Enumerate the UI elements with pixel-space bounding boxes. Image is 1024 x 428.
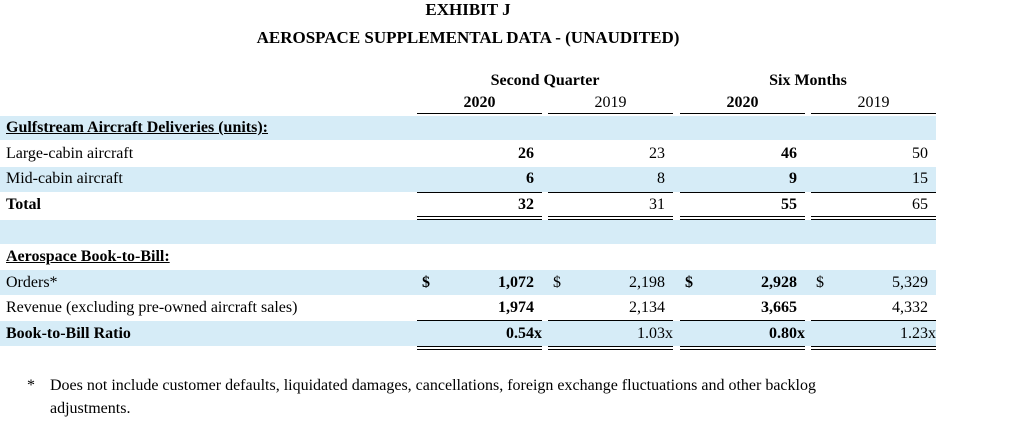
cell-value: 15 xyxy=(912,170,928,187)
cell-value: 3,665 xyxy=(761,299,797,316)
total-double-rule xyxy=(680,346,805,350)
row-label: Orders* xyxy=(6,274,58,291)
cell-value: 1.03x xyxy=(637,325,673,342)
currency-symbol: $ xyxy=(816,274,824,291)
cell-value: 9 xyxy=(789,170,797,187)
cell-value: 4,332 xyxy=(892,299,928,316)
footnote-marker: * xyxy=(27,377,35,394)
cell-value: 5,329 xyxy=(892,274,928,291)
header-rule xyxy=(811,113,936,114)
cell-value: 8 xyxy=(657,170,665,187)
subtotal-rule xyxy=(548,192,673,193)
total-double-rule xyxy=(417,346,542,350)
footnote-line-1: Does not include customer defaults, liquidated damages, cancellations, foreign exchange fluctuations and other backlog xyxy=(50,377,816,394)
subtotal-rule xyxy=(680,192,805,193)
cell-value: 2,134 xyxy=(629,299,665,316)
row-label: Revenue (excluding pre-owned aircraft sales) xyxy=(6,299,298,316)
col-year-q-2019: 2019 xyxy=(594,94,627,111)
cell-value: 6 xyxy=(526,170,534,187)
currency-symbol: $ xyxy=(553,274,561,291)
cell-value: 55 xyxy=(781,196,797,213)
cell-value: 2,198 xyxy=(629,274,665,291)
cell-value: 1.23x xyxy=(900,325,936,342)
cell-value: 26 xyxy=(518,145,534,162)
row-label-total: Total xyxy=(6,196,41,213)
col-group-second-quarter: Second Quarter xyxy=(490,72,600,89)
currency-symbol: $ xyxy=(685,274,693,291)
row-label-ratio: Book-to-Bill Ratio xyxy=(6,325,131,342)
col-group-six-months: Six Months xyxy=(769,72,847,89)
subtotal-rule xyxy=(811,192,936,193)
cell-value: 32 xyxy=(518,196,534,213)
cell-value: 23 xyxy=(649,145,665,162)
section-heading-book-to-bill: Aerospace Book-to-Bill: xyxy=(6,248,170,265)
header-rule xyxy=(417,113,542,114)
cell-value: 2,928 xyxy=(761,274,797,291)
row-band xyxy=(0,220,936,244)
cell-value: 46 xyxy=(781,145,797,162)
header-rule xyxy=(548,113,673,114)
row-label: Large-cabin aircraft xyxy=(6,145,134,162)
cell-value: 65 xyxy=(912,196,928,213)
cell-value: 0.80x xyxy=(769,325,805,342)
footnote-line-2: adjustments. xyxy=(50,400,131,417)
cell-value: 0.54x xyxy=(506,325,542,342)
section-heading-deliveries: Gulfstream Aircraft Deliveries (units): xyxy=(6,119,269,136)
cell-value: 1,072 xyxy=(498,274,534,291)
total-double-rule xyxy=(548,346,673,350)
currency-symbol: $ xyxy=(422,274,430,291)
col-year-q-2020: 2020 xyxy=(463,94,496,111)
subtotal-rule xyxy=(417,192,542,193)
header-rule xyxy=(680,113,805,114)
cell-value: 31 xyxy=(649,196,665,213)
page-title: AEROSPACE SUPPLEMENTAL DATA - (UNAUDITED) xyxy=(256,28,680,47)
col-year-s-2019: 2019 xyxy=(857,94,890,111)
exhibit-label: EXHIBIT J xyxy=(425,0,511,19)
total-double-rule xyxy=(811,346,936,350)
cell-value: 50 xyxy=(912,145,928,162)
col-year-s-2020: 2020 xyxy=(726,94,759,111)
cell-value: 1,974 xyxy=(498,299,534,316)
row-label: Mid-cabin aircraft xyxy=(6,170,123,187)
